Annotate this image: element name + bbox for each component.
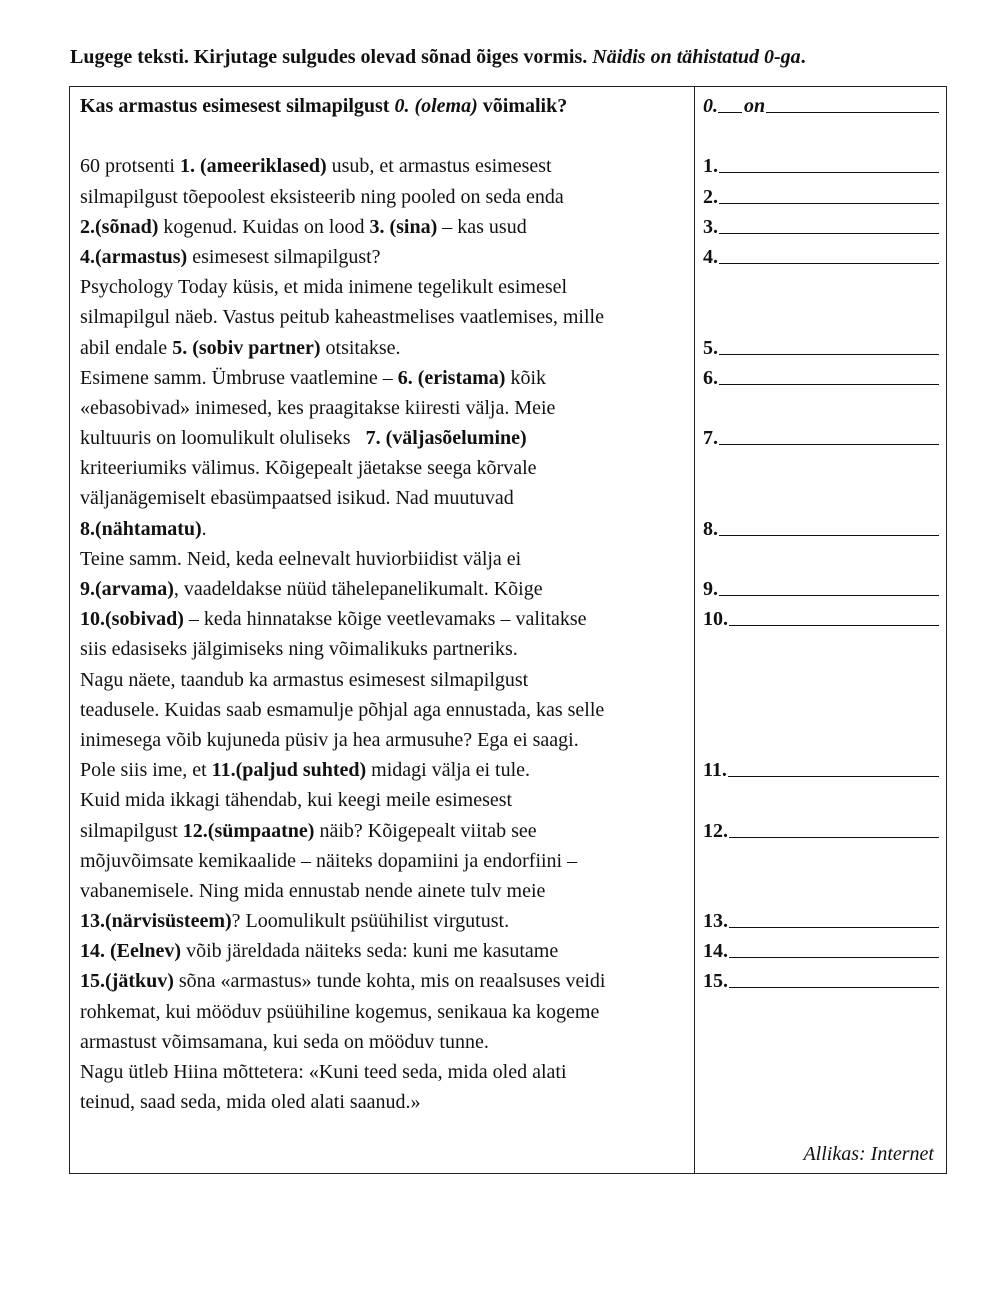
answer-blank-7[interactable]: 7.: [703, 423, 939, 453]
text-line: Teine samm. Neid, keda eelnevalt huviorbiidist välja ei: [80, 547, 522, 570]
example-answer-value: on: [744, 95, 766, 117]
text-line: kultuuris on loomulikult oluliseks 7. (väljasõelumine): [80, 427, 527, 450]
text-line: mõjuvõimsate kemikaalide – näiteks dopamiini ja endorfiini –: [80, 849, 578, 872]
text-line: väljanägemiselt ebasümpaatsed isikud. Nad muutuvad: [80, 487, 514, 510]
text-line: rohkemat, kui mööduv psüühiline kogemus, senikaua ka kogeme: [80, 1000, 600, 1023]
text-line: silmapilgust tõepoolest eksisteerib ning pooled on seda enda: [80, 185, 564, 208]
answer-blank-15[interactable]: 15.: [703, 966, 939, 996]
instruction-main: Lugege teksti. Kirjutage sulgudes olevad sõnad õiges vormis.: [70, 46, 588, 68]
text-line: siis edasiseks jälgimiseks ning võimalikuks partneriks.: [80, 638, 518, 661]
text-line: armastust võimsamana, kui seda on mööduv tunne.: [80, 1030, 489, 1053]
text-line: 10.(sobivad) – keda hinnatakse kõige veetlevamaks – valitakse: [80, 608, 587, 631]
text-line: kriteeriumiks välimus. Kõigepealt jäetakse seega kõrvale: [80, 457, 537, 480]
answer-blank-4[interactable]: 4.: [703, 242, 939, 272]
text-line: Psychology Today küsis, et mida inimene tegelikult esimesel: [80, 276, 568, 299]
text-line: Kuid mida ikkagi tähendab, kui keegi meile esimesest: [80, 789, 513, 812]
text-line: Nagu ütleb Hiina mõttetera: «Kuni teed seda, mida oled alati: [80, 1061, 567, 1083]
exercise-table: [69, 86, 947, 1174]
answer-blank-5[interactable]: 5.: [703, 333, 939, 363]
text-line: «ebasobivad» inimesed, kes praagitakse kiiresti välja. Meie: [80, 396, 556, 419]
text-line: 2.(sõnad) kogenud. Kuidas on lood 3. (sina) – kas usud: [80, 215, 527, 238]
answer-blank-13[interactable]: 13.: [703, 906, 939, 936]
text-line: 15.(jätkuv) sõna «armastus» tunde kohta, mis on reaalsuses veidi: [80, 970, 606, 993]
text-line: abil endale 5. (sobiv partner) otsitakse.: [80, 336, 401, 359]
text-line: silmapilgust 12.(sümpaatne) näib? Kõigepealt viitab see: [80, 819, 537, 842]
answer-blank-1[interactable]: 1.: [703, 151, 939, 181]
answer-blank-10[interactable]: 10.: [703, 604, 939, 634]
text-line: vabanemisele. Ning mida ennustab nende ainete tulv meie: [80, 879, 546, 902]
text-line: Pole siis ime, et 11.(paljud suhted) midagi välja ei tule.: [80, 759, 531, 782]
text-line: Nagu näete, taandub ka armastus esimesest silmapilgust: [80, 668, 529, 691]
instruction: Lugege teksti. Kirjutage sulgudes olevad sõnad õiges vormis. Näidis on tähistatud 0-ga.: [70, 46, 806, 68]
text-line: 14. (Eelnev) võib järeldada näiteks seda: kuni me kasutame: [80, 940, 559, 963]
text-line: teadusele. Kuidas saab esmamulje põhjal aga ennustada, kas selle: [80, 698, 605, 721]
answer-blank-3[interactable]: 3.: [703, 212, 939, 242]
text-line: inimesega võib kujuneda püsiv ja hea armusuhe? Ega ei saagi.: [80, 728, 579, 751]
text-line: teinud, saad seda, mida oled alati saanud.»: [80, 1091, 421, 1114]
answer-blank-8[interactable]: 8.: [703, 514, 939, 544]
text-line: 9.(arvama), vaadeldakse nüüd tähelepanelikumalt. Kõige: [80, 578, 543, 600]
text-title: Kas armastus esimesest silmapilgust 0. (olema) võimalik?: [80, 95, 568, 117]
text-line: silmapilgul näeb. Vastus peitub kaheastmelises vaatlemises, mille: [80, 306, 604, 329]
source-credit: Allikas: Internet: [803, 1143, 934, 1165]
answer-blank-14[interactable]: 14.: [703, 936, 939, 966]
column-divider: [694, 87, 695, 1173]
answer-column: [703, 91, 939, 997]
text-line: Esimene samm. Ümbruse vaatlemine – 6. (eristama) kõik: [80, 366, 546, 389]
answer-example: 0. on: [703, 91, 939, 121]
text-line: 4.(armastus) esimesest silmapilgust?: [80, 245, 381, 268]
answer-blank-2[interactable]: 2.: [703, 182, 939, 212]
answer-blank-9[interactable]: 9.: [703, 574, 939, 604]
text-line: 13.(närvisüsteem)? Loomulikult psüühilist virgutust.: [80, 910, 510, 933]
reading-text: [80, 91, 685, 1117]
answer-blank-12[interactable]: 12.: [703, 816, 939, 846]
text-line: 8.(nähtamatu).: [80, 517, 207, 540]
text-line: 60 protsenti 1. (ameeriklased) usub, et armastus esimesest: [80, 155, 552, 178]
answer-blank-6[interactable]: 6.: [703, 363, 939, 393]
answer-blank-11[interactable]: 11.: [703, 755, 939, 785]
instruction-example-note: Näidis on tähistatud 0-ga: [592, 46, 801, 68]
